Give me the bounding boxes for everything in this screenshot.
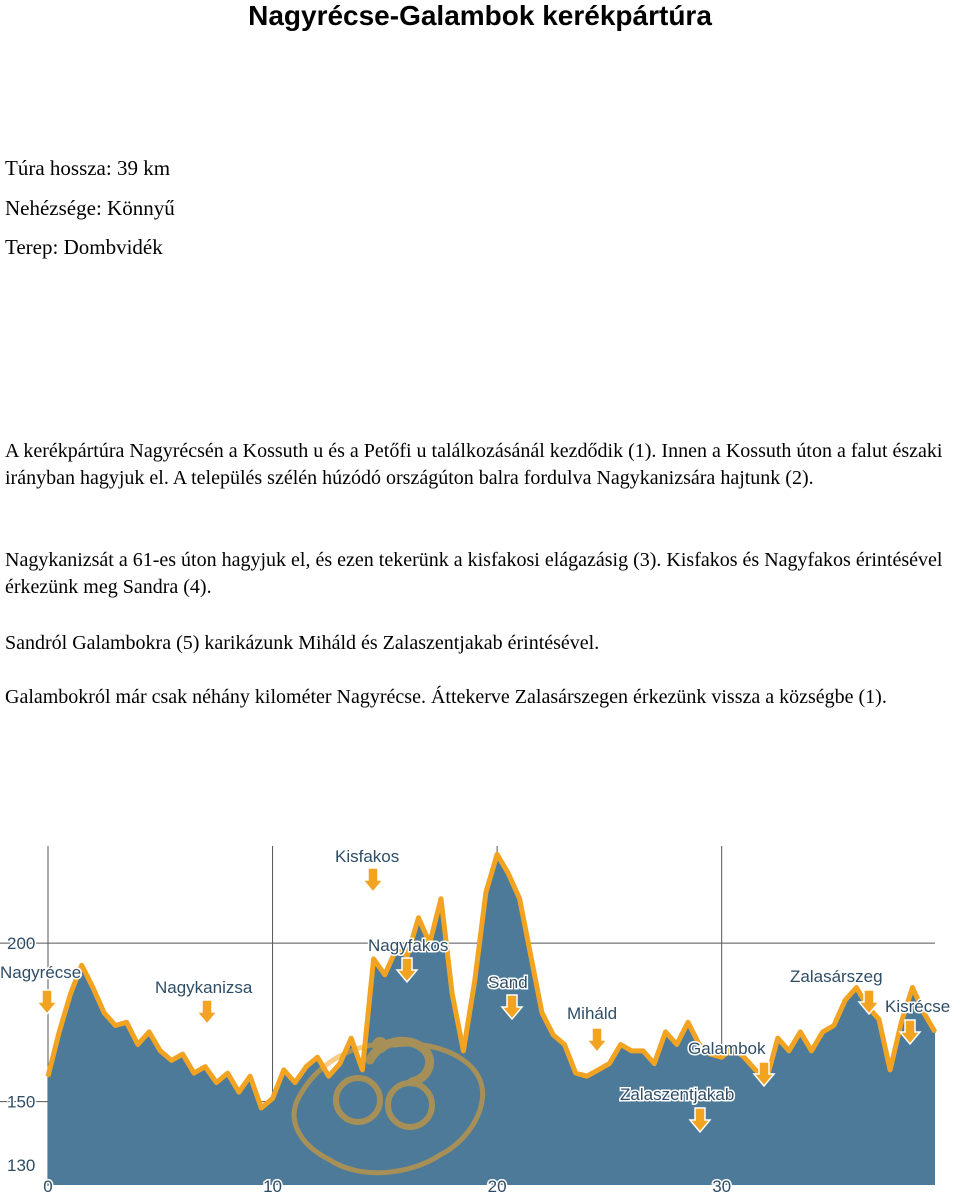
page-title: Nagyrécse-Galambok kerékpártúra	[248, 0, 712, 31]
elevation-point	[530, 955, 532, 957]
elevation-point	[676, 1043, 678, 1045]
elevation-point	[294, 1081, 296, 1083]
elevation-point	[238, 1091, 240, 1093]
elevation-point	[473, 980, 475, 982]
elevation-point	[619, 1043, 621, 1045]
town-label: Zalasárszeg	[790, 967, 883, 986]
elevation-point	[518, 898, 520, 900]
elevation-point	[350, 1037, 352, 1039]
elevation-point	[575, 1072, 577, 1074]
paragraph-galambok: Sandról Galambokra (5) karikázunk Miháld és Zalaszentjakab érintésével.	[5, 632, 600, 654]
town-arrow-icon	[197, 1000, 217, 1024]
elevation-point	[137, 1043, 139, 1045]
y-tick-label: 150	[7, 1092, 36, 1112]
elevation-point	[642, 1050, 644, 1052]
elevation-point	[271, 1097, 273, 1099]
elevation-point	[485, 891, 487, 893]
elevation-point	[934, 1031, 936, 1033]
elevation-point	[204, 1066, 206, 1068]
elevation-point	[788, 1050, 790, 1052]
town-label: Kisrécse	[885, 997, 951, 1016]
elevation-point	[384, 974, 386, 976]
elevation-point	[754, 1069, 756, 1071]
tour-terrain: Terep: Dombvidék	[5, 235, 163, 259]
elevation-point	[687, 1021, 689, 1023]
elevation-point	[631, 1050, 633, 1052]
elevation-point	[799, 1031, 801, 1033]
elevation-point	[855, 986, 857, 988]
elevation-point	[114, 1024, 116, 1026]
elevation-point	[305, 1066, 307, 1068]
elevation-point	[608, 1062, 610, 1064]
elevation-point	[92, 986, 94, 988]
elevation-point	[653, 1062, 655, 1064]
elevation-point	[159, 1050, 161, 1052]
elevation-point	[58, 1031, 60, 1033]
elevation-point	[552, 1034, 554, 1036]
elevation-point	[541, 1012, 543, 1014]
elevation-point	[372, 958, 374, 960]
town-label: Zalaszentjakab	[620, 1085, 735, 1104]
x-tick-label: 30	[712, 1177, 732, 1196]
elevation-point	[900, 1021, 902, 1023]
elevation-point	[440, 898, 442, 900]
elevation-point	[563, 1043, 565, 1045]
y-tick-label: 130	[7, 1156, 36, 1175]
town-label: Galambok	[688, 1039, 766, 1058]
elevation-point	[810, 1050, 812, 1052]
elevation-point	[260, 1107, 262, 1109]
town-label: Nagyfakos	[368, 936, 449, 955]
elevation-point	[47, 1075, 49, 1077]
elevation-profile-chart	[0, 840, 960, 1196]
tour-difficulty: Nehézsége: Könnyű	[5, 196, 175, 220]
elevation-point	[249, 1075, 251, 1077]
elevation-point	[462, 1050, 464, 1052]
elevation-point	[182, 1053, 184, 1055]
x-tick-label: 0	[43, 1177, 53, 1196]
elevation-point	[777, 1037, 779, 1039]
elevation-point	[586, 1075, 588, 1077]
elevation-point	[327, 1075, 329, 1077]
town-label: Sand	[488, 973, 528, 992]
elevation-point	[496, 853, 498, 855]
tour-length: Túra hossza: 39 km	[5, 156, 171, 180]
elevation-point	[451, 993, 453, 995]
elevation-point	[103, 1012, 105, 1014]
x-tick-label: 10	[263, 1177, 283, 1196]
elevation-point	[911, 986, 913, 988]
chart-area-group	[47, 853, 936, 1185]
x-tick-label: 20	[487, 1177, 507, 1196]
elevation-area	[48, 854, 935, 1185]
y-tick-label: 200	[7, 934, 36, 954]
elevation-point	[339, 1062, 341, 1064]
elevation-point	[889, 1069, 891, 1071]
town-label: Nagykanizsa	[155, 978, 253, 997]
elevation-point	[664, 1031, 666, 1033]
town-arrow-icon	[363, 868, 383, 892]
elevation-point	[597, 1069, 599, 1071]
town-arrow-icon	[37, 990, 57, 1014]
elevation-point	[125, 1021, 127, 1023]
paragraph-start: A kerékpártúra Nagyrécsén a Kossuth u és a Petőfi u találkozásánál kezdődik (1). Innen a Kossuth úton a falut északi irányban hagyjuk el. A település szélén húzódó országúton balra fordulva Nagykanizsára hajtunk (2).	[5, 440, 943, 489]
paragraph-return: Galambokról már csak néhány kilométer Nagyrécse. Áttekerve Zalasárszegen érkezünk vissza a községbe (1).	[5, 686, 887, 708]
elevation-point	[507, 872, 509, 874]
elevation-point	[193, 1072, 195, 1074]
elevation-point	[226, 1072, 228, 1074]
elevation-point	[215, 1081, 217, 1083]
elevation-point	[170, 1059, 172, 1061]
elevation-point	[833, 1024, 835, 1026]
paragraph-kisfakos: Nagykanizsát a 61-es úton hagyjuk el, és ezen tekerünk a kisfakosi elágazásig (3). Kisfakos és Nagyfakos érintésével érkezünk meg Sandra (4).	[5, 549, 943, 598]
elevation-point	[148, 1031, 150, 1033]
town-label: Miháld	[567, 1004, 618, 1023]
elevation-point	[283, 1069, 285, 1071]
elevation-point	[316, 1056, 318, 1058]
elevation-point	[361, 1069, 363, 1071]
town-label: Kisfakos	[335, 847, 400, 866]
town-label: Nagyrécse	[0, 963, 82, 982]
elevation-point	[844, 999, 846, 1001]
elevation-point	[417, 917, 419, 919]
elevation-point	[822, 1031, 824, 1033]
town-arrow-icon	[587, 1028, 607, 1052]
elevation-point	[878, 1018, 880, 1020]
elevation-point	[69, 993, 71, 995]
